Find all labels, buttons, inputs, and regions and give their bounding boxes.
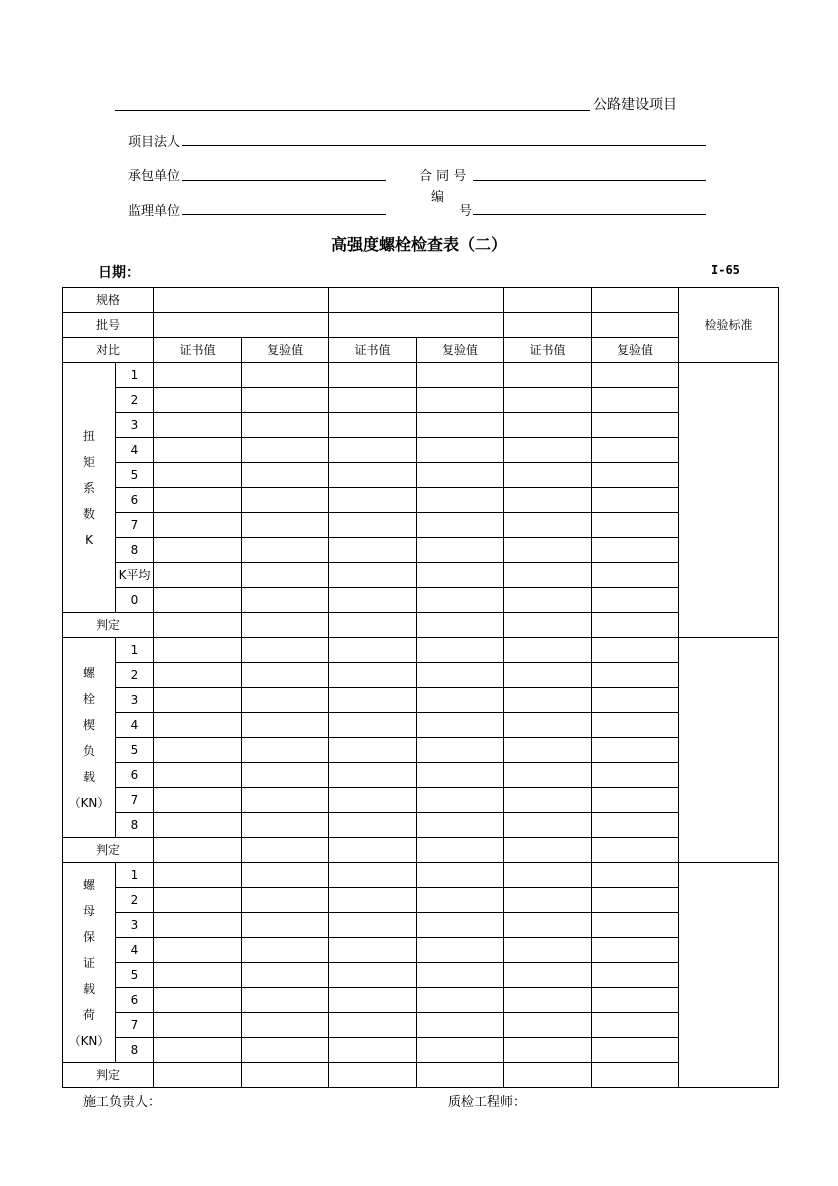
value-cell[interactable] [154, 513, 242, 538]
value-cell[interactable] [242, 463, 329, 488]
standard-cell[interactable] [679, 363, 779, 638]
torque-coefficient-row [63, 513, 779, 538]
value-cell[interactable] [504, 1038, 592, 1063]
row-number: 2 [116, 388, 154, 413]
bolt-wedge-load-row [63, 663, 779, 688]
torque-coefficient-label-char: 数 [82, 506, 95, 521]
value-cell[interactable] [592, 538, 679, 563]
value-cell[interactable] [592, 413, 679, 438]
value-cell[interactable] [242, 363, 329, 388]
value-cell[interactable] [592, 913, 679, 938]
standard-cell[interactable] [679, 863, 779, 1088]
value-cell[interactable] [592, 763, 679, 788]
batch-cell[interactable] [504, 313, 592, 338]
batch-cell[interactable] [154, 313, 329, 338]
value-cell[interactable] [504, 663, 592, 688]
nut-proof-load-row [63, 888, 779, 913]
value-cell[interactable] [154, 688, 242, 713]
bolt-wedge-load-row [63, 638, 779, 663]
value-cell[interactable] [154, 413, 242, 438]
value-cell[interactable] [417, 1038, 504, 1063]
spec-label: 规格 [63, 288, 154, 313]
value-cell[interactable] [417, 588, 504, 613]
number-field[interactable] [473, 214, 706, 215]
value-cell[interactable] [329, 1038, 417, 1063]
value-cell[interactable] [242, 963, 329, 988]
value-cell[interactable] [417, 1013, 504, 1038]
judgement-cell[interactable] [329, 838, 417, 863]
bolt-wedge-load-label-char: 负 [82, 743, 95, 758]
value-cell[interactable] [592, 963, 679, 988]
row-number: 1 [116, 363, 154, 388]
bolt-wedge-load-label [63, 638, 116, 838]
row-number: 7 [116, 788, 154, 813]
value-cell[interactable] [154, 1038, 242, 1063]
value-cell[interactable] [154, 1013, 242, 1038]
standard-cell[interactable] [679, 638, 779, 863]
value-cell[interactable] [329, 563, 417, 588]
value-cell[interactable] [504, 513, 592, 538]
judgement-cell[interactable] [329, 613, 417, 638]
value-cell[interactable] [504, 688, 592, 713]
bolt-wedge-load-label-char: 载 [82, 769, 95, 784]
value-cell[interactable] [329, 1013, 417, 1038]
batch-row [63, 313, 779, 338]
value-cell[interactable] [504, 913, 592, 938]
value-cell[interactable] [329, 738, 417, 763]
value-cell[interactable] [329, 438, 417, 463]
value-cell[interactable] [504, 438, 592, 463]
value-cell[interactable] [592, 463, 679, 488]
value-cell[interactable] [592, 388, 679, 413]
judgement-label: 判定 [63, 1063, 154, 1088]
value-cell[interactable] [242, 438, 329, 463]
torque-coefficient-row [63, 463, 779, 488]
value-cell[interactable] [417, 538, 504, 563]
value-cell[interactable] [592, 588, 679, 613]
nut-proof-load-label-char: （KN） [68, 1033, 110, 1048]
nut-proof-load-row [63, 863, 779, 888]
row-number: 5 [116, 963, 154, 988]
retest-value-header: 复验值 [242, 338, 329, 363]
torque-coefficient-label-char: 扭 [82, 428, 95, 443]
value-cell[interactable] [504, 413, 592, 438]
value-cell[interactable] [417, 913, 504, 938]
judgement-cell[interactable] [242, 1063, 329, 1088]
value-cell[interactable] [417, 513, 504, 538]
nut-proof-load-row [63, 1038, 779, 1063]
value-cell[interactable] [417, 663, 504, 688]
value-cell[interactable] [242, 713, 329, 738]
value-cell[interactable] [329, 688, 417, 713]
value-cell[interactable] [154, 738, 242, 763]
value-cell[interactable] [592, 813, 679, 838]
judgement-cell[interactable] [592, 838, 679, 863]
value-cell[interactable] [154, 663, 242, 688]
project-name-line[interactable] [115, 110, 590, 111]
value-cell[interactable] [504, 938, 592, 963]
supervisor-label: 监理单位 [128, 204, 181, 219]
value-cell[interactable] [242, 988, 329, 1013]
value-cell[interactable] [417, 863, 504, 888]
construction-lead-label: 施工负责人： [83, 1095, 162, 1110]
value-cell[interactable] [592, 863, 679, 888]
judgement-cell[interactable] [329, 1063, 417, 1088]
judgement-cell[interactable] [154, 838, 242, 863]
nut-proof-load-row [63, 938, 779, 963]
value-cell[interactable] [242, 688, 329, 713]
contractor-label: 承包单位 [128, 169, 181, 184]
value-cell[interactable] [329, 638, 417, 663]
value-cell[interactable] [154, 788, 242, 813]
value-cell[interactable] [592, 438, 679, 463]
judgement-cell[interactable] [417, 1063, 504, 1088]
value-cell[interactable] [504, 538, 592, 563]
nut-proof-load-row [63, 913, 779, 938]
row-number: 4 [116, 713, 154, 738]
spec-cell[interactable] [504, 288, 592, 313]
supervisor-field[interactable] [182, 214, 386, 215]
row-number: 7 [116, 1013, 154, 1038]
value-cell[interactable] [154, 463, 242, 488]
torque-coefficient-row [63, 363, 779, 388]
value-cell[interactable] [417, 988, 504, 1013]
value-cell[interactable] [417, 738, 504, 763]
value-cell[interactable] [242, 1038, 329, 1063]
row-number: 2 [116, 663, 154, 688]
compare-row [63, 338, 779, 363]
torque-coefficient-label-char: K [85, 532, 93, 547]
judgement-cell[interactable] [417, 613, 504, 638]
value-cell[interactable] [504, 638, 592, 663]
row-number: 5 [116, 738, 154, 763]
bolt-wedge-load-label-char: 螺 [82, 665, 95, 680]
value-cell[interactable] [417, 488, 504, 513]
value-cell[interactable] [154, 988, 242, 1013]
bolt-wedge-load-row [63, 738, 779, 763]
value-cell[interactable] [329, 963, 417, 988]
form-code: I-65 [711, 263, 740, 277]
judgement-label: 判定 [63, 613, 154, 638]
value-cell[interactable] [154, 863, 242, 888]
value-cell[interactable] [417, 938, 504, 963]
value-cell[interactable] [417, 788, 504, 813]
row-number: 4 [116, 438, 154, 463]
value-cell[interactable] [154, 963, 242, 988]
value-cell[interactable] [504, 738, 592, 763]
row-number: 8 [116, 1038, 154, 1063]
value-cell[interactable] [242, 788, 329, 813]
standard-label: 检验标准 [679, 288, 779, 363]
inspection-table [62, 287, 779, 1088]
judgement-cell[interactable] [592, 1063, 679, 1088]
nut-proof-load-label-char: 载 [82, 981, 95, 996]
value-cell[interactable] [504, 813, 592, 838]
judgement-cell[interactable] [154, 613, 242, 638]
row-number: 2 [116, 888, 154, 913]
row-number: 6 [116, 488, 154, 513]
torque-coefficient-row [63, 388, 779, 413]
value-cell[interactable] [154, 363, 242, 388]
cert-value-header: 证书值 [329, 338, 417, 363]
value-cell[interactable] [504, 713, 592, 738]
value-cell[interactable] [417, 563, 504, 588]
value-cell[interactable] [242, 738, 329, 763]
value-cell[interactable] [592, 713, 679, 738]
nut-proof-load-label [63, 863, 116, 1063]
bolt-wedge-load-label-char: 栓 [82, 691, 95, 706]
value-cell[interactable] [329, 513, 417, 538]
value-cell[interactable] [504, 563, 592, 588]
value-cell[interactable] [504, 788, 592, 813]
value-cell[interactable] [592, 1038, 679, 1063]
value-cell[interactable] [329, 663, 417, 688]
value-cell[interactable] [504, 588, 592, 613]
value-cell[interactable] [417, 963, 504, 988]
nut-proof-load-label-char: 证 [82, 955, 95, 970]
judgement-cell[interactable] [592, 613, 679, 638]
value-cell[interactable] [154, 638, 242, 663]
value-cell[interactable] [592, 488, 679, 513]
value-cell[interactable] [242, 813, 329, 838]
value-cell[interactable] [417, 813, 504, 838]
value-cell[interactable] [242, 938, 329, 963]
bolt-wedge-load-row [63, 788, 779, 813]
row-number: 3 [116, 913, 154, 938]
row-number: 4 [116, 938, 154, 963]
judgement-cell[interactable] [504, 613, 592, 638]
value-cell[interactable] [242, 663, 329, 688]
batch-cell[interactable] [329, 313, 504, 338]
value-cell[interactable] [242, 388, 329, 413]
value-cell[interactable] [504, 863, 592, 888]
row-number: 0 [116, 588, 154, 613]
row-number: 6 [116, 763, 154, 788]
torque-coefficient-row [63, 538, 779, 563]
value-cell[interactable] [242, 488, 329, 513]
value-cell[interactable] [154, 538, 242, 563]
value-cell[interactable] [242, 913, 329, 938]
judgement-cell[interactable] [417, 838, 504, 863]
value-cell[interactable] [592, 688, 679, 713]
value-cell[interactable] [417, 713, 504, 738]
cert-value-header: 证书值 [154, 338, 242, 363]
project-owner-field[interactable] [182, 145, 706, 146]
value-cell[interactable] [592, 638, 679, 663]
value-cell[interactable] [504, 988, 592, 1013]
value-cell[interactable] [592, 563, 679, 588]
value-cell[interactable] [592, 663, 679, 688]
value-cell[interactable] [329, 588, 417, 613]
value-cell[interactable] [504, 363, 592, 388]
value-cell[interactable] [329, 463, 417, 488]
judgement-row [63, 838, 779, 863]
value-cell[interactable] [242, 413, 329, 438]
value-cell[interactable] [592, 788, 679, 813]
contract-no-field[interactable] [473, 180, 706, 181]
value-cell[interactable] [329, 888, 417, 913]
value-cell[interactable] [417, 438, 504, 463]
value-cell[interactable] [417, 463, 504, 488]
row-number: 5 [116, 463, 154, 488]
torque-coefficient-row [63, 413, 779, 438]
form-title: 高强度螺栓检查表（二） [330, 235, 507, 254]
value-cell[interactable] [154, 713, 242, 738]
judgement-cell[interactable] [242, 838, 329, 863]
value-cell[interactable] [329, 938, 417, 963]
cert-value-header: 证书值 [504, 338, 592, 363]
value-cell[interactable] [154, 888, 242, 913]
row-number: 8 [116, 813, 154, 838]
value-cell[interactable] [417, 888, 504, 913]
number-label-bottom: 号 [459, 204, 473, 219]
judgement-cell[interactable] [504, 838, 592, 863]
spec-cell[interactable] [154, 288, 329, 313]
contract-no-label: 合 同 号 [419, 169, 467, 184]
value-cell[interactable] [592, 988, 679, 1013]
nut-proof-load-row [63, 1013, 779, 1038]
retest-value-header: 复验值 [417, 338, 504, 363]
judgement-cell[interactable] [242, 613, 329, 638]
torque-coefficient-label [63, 363, 116, 613]
row-number: 1 [116, 863, 154, 888]
spec-cell[interactable] [592, 288, 679, 313]
nut-proof-load-row [63, 988, 779, 1013]
value-cell[interactable] [329, 363, 417, 388]
torque-coefficient-label-char: 系 [82, 480, 95, 495]
value-cell[interactable] [329, 713, 417, 738]
value-cell[interactable] [329, 388, 417, 413]
compare-label: 对比 [63, 338, 154, 363]
value-cell[interactable] [242, 763, 329, 788]
value-cell[interactable] [154, 763, 242, 788]
date-label: 日期： [98, 265, 140, 281]
value-cell[interactable] [242, 513, 329, 538]
spec-row [63, 288, 779, 313]
value-cell[interactable] [592, 888, 679, 913]
bolt-wedge-load-row [63, 688, 779, 713]
nut-proof-load-label-char: 保 [82, 929, 95, 944]
value-cell[interactable] [242, 538, 329, 563]
value-cell[interactable] [154, 438, 242, 463]
row-number: 1 [116, 638, 154, 663]
value-cell[interactable] [504, 488, 592, 513]
value-cell[interactable] [242, 863, 329, 888]
torque-coefficient-row [63, 438, 779, 463]
value-cell[interactable] [154, 488, 242, 513]
bolt-wedge-load-row [63, 813, 779, 838]
value-cell[interactable] [242, 563, 329, 588]
spec-cell[interactable] [329, 288, 504, 313]
value-cell[interactable] [154, 913, 242, 938]
value-cell[interactable] [154, 388, 242, 413]
value-cell[interactable] [242, 888, 329, 913]
value-cell[interactable] [329, 488, 417, 513]
number-label-top: 编 [431, 190, 445, 205]
bolt-wedge-load-row [63, 763, 779, 788]
judgement-row [63, 613, 779, 638]
judgement-cell[interactable] [504, 1063, 592, 1088]
judgement-cell[interactable] [154, 1063, 242, 1088]
nut-proof-load-label-char: 螺 [82, 877, 95, 892]
torque-coefficient-row [63, 488, 779, 513]
bolt-wedge-load-label-char: 楔 [82, 717, 95, 732]
nut-proof-load-label-char: 母 [82, 903, 95, 918]
value-cell[interactable] [242, 588, 329, 613]
nut-proof-load-label-char: 荷 [82, 1007, 95, 1022]
quality-engineer-label: 质检工程师： [448, 1095, 527, 1110]
value-cell[interactable] [242, 1013, 329, 1038]
judgement-label: 判定 [63, 838, 154, 863]
value-cell[interactable] [154, 938, 242, 963]
value-cell[interactable] [504, 763, 592, 788]
value-cell[interactable] [417, 363, 504, 388]
bolt-wedge-load-label-char: （KN） [68, 795, 110, 810]
value-cell[interactable] [242, 638, 329, 663]
batch-label: 批号 [63, 313, 154, 338]
batch-cell[interactable] [592, 313, 679, 338]
value-cell[interactable] [417, 763, 504, 788]
value-cell[interactable] [329, 538, 417, 563]
bolt-wedge-load-row [63, 713, 779, 738]
value-cell[interactable] [329, 913, 417, 938]
value-cell[interactable] [329, 413, 417, 438]
project-owner-label: 项目法人 [128, 135, 181, 150]
value-cell[interactable] [592, 513, 679, 538]
value-cell[interactable] [592, 363, 679, 388]
value-cell[interactable] [504, 388, 592, 413]
torque-coefficient-label-char: 矩 [82, 454, 95, 469]
value-cell[interactable] [504, 963, 592, 988]
value-cell[interactable] [417, 413, 504, 438]
value-cell[interactable] [329, 813, 417, 838]
value-cell[interactable] [417, 388, 504, 413]
contractor-field[interactable] [182, 180, 386, 181]
row-number: 3 [116, 688, 154, 713]
project-suffix: 公路建设项目 [593, 97, 677, 113]
value-cell[interactable] [592, 938, 679, 963]
row-number: 8 [116, 538, 154, 563]
value-cell[interactable] [329, 988, 417, 1013]
value-cell[interactable] [329, 788, 417, 813]
value-cell[interactable] [417, 688, 504, 713]
row-number: K平均 [116, 563, 154, 588]
torque-coefficient-row [63, 588, 779, 613]
value-cell[interactable] [592, 1013, 679, 1038]
nut-proof-load-row [63, 963, 779, 988]
value-cell[interactable] [417, 638, 504, 663]
retest-value-header: 复验值 [592, 338, 679, 363]
value-cell[interactable] [592, 738, 679, 763]
value-cell[interactable] [154, 588, 242, 613]
value-cell[interactable] [504, 463, 592, 488]
value-cell[interactable] [154, 563, 242, 588]
row-number: 3 [116, 413, 154, 438]
row-number: 6 [116, 988, 154, 1013]
judgement-row [63, 1063, 779, 1088]
value-cell[interactable] [154, 813, 242, 838]
value-cell[interactable] [329, 763, 417, 788]
value-cell[interactable] [504, 1013, 592, 1038]
row-number: 7 [116, 513, 154, 538]
torque-coefficient-row [63, 563, 779, 588]
value-cell[interactable] [329, 863, 417, 888]
value-cell[interactable] [504, 888, 592, 913]
